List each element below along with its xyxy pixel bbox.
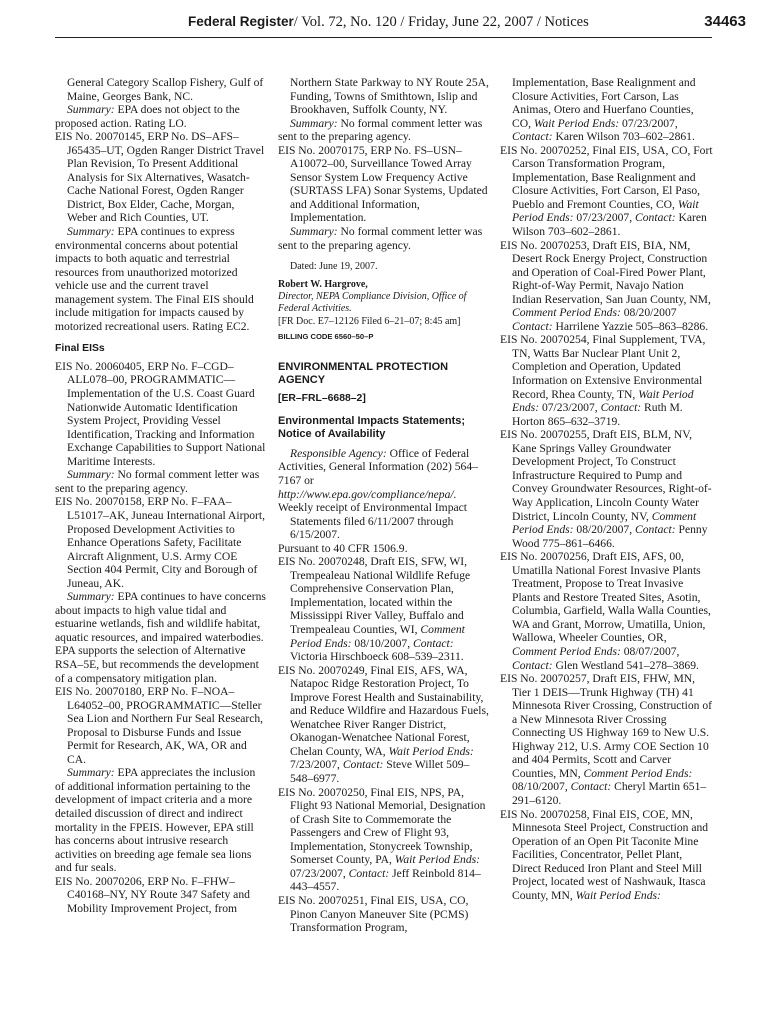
eis-entry: EIS No. 20070255, Draft EIS, BLM, NV, Kane Springs Valley Groundwater Development Project, To Construct Infrastructure Required to Pump and Convey Groundwater Resources, Right-of-Way Application, Lincoln County Water District, Lincoln County, NV, Comment Period Ends: 08/20/2007, Contact: Penny Wood 775–861–6466. (500, 428, 712, 550)
eis-entry: EIS No. 20070258, Final EIS, COE, MN, Minnesota Steel Project, Construction and Operation of an Open Pit Taconite Mine Facilities, Concentrator, Pellet Plant, Direct Reduced Iron Plant and Steel Mill Project, located west of Nashwauk, Itasca County, MN, Wait Period Ends: (500, 807, 709, 902)
eis-entry: EIS No. 20070254, Final Supplement, TVA, TN, Watts Bar Nuclear Plant Unit 2, Completion and Operation, Updated Information on Extensive Environmental Record, Rhea County, TN, Wait Period Ends: 07/23/2007, Contact: Ruth M. Horton 865–632–3719. (500, 333, 706, 428)
column-1 (55, 76, 267, 915)
summary-paragraph: Summary: EPA continues to have concerns about impacts to high value tidal and estuarine wetlands, fish and wildlife habitat, aquatic resources, and impaired waterbodies. EPA supports the selection of Alternative RSA–5E, but recommends the development of a compensatory mitigation plan. (55, 590, 266, 685)
summary-paragraph: Summary: EPA appreciates the inclusion of additional information pertaining to the development of impact criteria and a more detailed discussion of direct and indirect mortality in the FPEIS. However, EPA still has concerns about intrusive research activities on breeding age female sea lions and fur seals. (55, 766, 256, 875)
eis-entry: EIS No. 20070251, Final EIS, USA, CO, Pinon Canyon Maneuver Site (PCMS) Transformation Program, (278, 893, 469, 935)
page-header (0, 12, 768, 34)
summary-paragraph: Summary: No formal comment letter was sent to the preparing agency. (55, 468, 260, 495)
responsible-agency: Responsible Agency: Office of Federal Activities, General Information (202) 564–7167 or http://www.epa.gov/compliance/nepa/. (278, 446, 478, 501)
pursuant-line: Pursuant to 40 CFR 1506.9. (278, 541, 408, 555)
entry-scallop-cont: General Category Scallop Fishery, Gulf of Maine, Georges Bank, NC. (67, 76, 264, 103)
agency-heading: ENVIRONMENTAL PROTECTION AGENCY (278, 361, 449, 387)
signer-title: Director, NEPA Compliance Division, Office of Federal Activities. (278, 291, 467, 315)
header-running-title (188, 14, 589, 31)
publication-name: Federal Register (188, 14, 294, 29)
eis-entry: EIS No. 20070175, ERP No. FS–USN–A10072–00, Surveillance Towed Array Sensor System Low Frequency Active (SURTASS LFA) Sonar Systems, Updated and Additional Information, Implementation. (278, 143, 488, 225)
fr-doc-line: [FR Doc. E7–12126 Filed 6–21–07; 8:45 am] (278, 315, 461, 327)
frl-number: [ER–FRL–6688–2] (278, 393, 366, 405)
eis-entry: EIS No. 20070158, ERP No. F–FAA–L51017–AK, Juneau International Airport, Proposed Development Activities to Enhance Operations Safety, Facilitate Aircraft Alignment, U.S. Army COE Section 404 Permit, City and Borough of Juneau, AK. (55, 495, 266, 590)
column-3 (500, 76, 714, 902)
header-rule (55, 37, 712, 38)
billing-code: BILLING CODE 6560–50–P (278, 331, 374, 341)
summary-paragraph: Summary: No formal comment letter was sent to the preparing agency. (278, 116, 483, 144)
summary-paragraph: Summary: EPA does not object to the proposed action. Rating LO. (55, 103, 240, 130)
column-2 (278, 76, 492, 935)
eis-entry: EIS No. 20070248, Draft EIS, SFW, WI, Trempealeau National Wildlife Refuge Comprehensive Conservation Plan, Implementation, located within the Mississippi River Valley, Buffalo and Trempealeau Counties, WI, Comment Period Ends: 08/10/2007, Contact: Victoria Hirschboeck 608–539–2311. (278, 555, 471, 664)
eis-entry: EIS No. 20070206, ERP No. F–FHW–C40168–NY, NY Route 347 Safety and Mobility Improvement Project, from (55, 874, 250, 915)
weekly-receipt: Weekly receipt of Environmental Impact Statements filed 6/11/2007 through 6/15/2007. (278, 501, 467, 542)
summary-paragraph: Summary: EPA continues to express environmental concerns about potential impacts to both aquatic and terrestrial resources from unauthorized motorized vehicle use and the current travel management system. The Final EIS should include mitigation for impacts caused by motorized recreational users. Rating EC2. (55, 225, 254, 333)
eis-entry: EIS No. 20070180, ERP No. F–NOA–L64052–00, PROGRAMMATIC—Steller Sea Lion and Northern Fur Seal Research, Proposal to Disburse Funds and Issue Permit for Research, AK, WA, OR and CA. (55, 685, 264, 766)
eis-entry: EIS No. 20070145, ERP No. DS–AFS–J65435–UT, Ogden Ranger District Travel Plan Revision, To Present Additional Analysis for Six Alternatives, Wasatch-Cache National Forest, Ogden Ranger District, Box Elder, Cache, Morgan, Weber and Rich Counties, UT. (55, 130, 265, 225)
entry-continuation: Implementation, Base Realignment and Closure Activities, Fort Carson, Las Animas, Otero and Huerfano Counties, CO, Wait Period Ends: 07/23/2007, Contact: Karen Wilson 703–602–2861. (512, 76, 696, 144)
dated-line: Dated: June 19, 2007. (290, 261, 378, 273)
page-number: 34463 (704, 13, 746, 30)
eis-entry: EIS No. 20070252, Final EIS, USA, CO, Fort Carson Transformation Program, Implementation, Base Realignment and Closure Activities, Fort Carson, El Paso, Pueblo and Fremont Counties, CO, Wait Period Ends: 07/23/2007, Contact: Karen Wilson 703–602–2861. (500, 143, 713, 239)
eis-entry: EIS No. 20070249, Final EIS, AFS, WA, Natapoc Ridge Restoration Project, To Improve Forest Health and Sustainability, and Reduce Wildfire and Hazardous Fuels, Wenatchee River Ranger District, Okanogan-Wenatchee National Forest, Chelan County, WA, Wait Period Ends: 7/23/2007, Contact: Steve Willet 509–548–6977. (278, 663, 489, 786)
entry-continuation: Northern State Parkway to NY Route 25A, Funding, Towns of Smithtown, Islip and Brookhaven, Suffolk County, NY. (290, 76, 489, 117)
eis-entry: EIS No. 20070250, Final EIS, NPS, PA, Flight 93 National Memorial, Designation of Crash Site to Commemorate the Passengers and Crew of Flight 93, Implementation, Stonycreek Township, Somerset County, PA, Wait Period Ends: 07/23/2007, Contact: Jeff Reinbold 814–443–4557. (278, 785, 486, 894)
epa-link[interactable]: http://www.epa.gov/compliance/nepa/. (278, 487, 457, 501)
eis-entry: EIS No. 20070253, Draft EIS, BIA, NM, Desert Rock Energy Project, Construction and Operation of Coal-Fired Power Plant, Right-of-Way Permit, Navajo Nation Indian Reservation, San Juan County, NM, Comment Period Ends: 08/20/2007 Contact: Harrilene Yazzie 505–863–8286. (500, 238, 711, 333)
eis-entry: EIS No. 20070257, Draft EIS, FHW, MN, Tier 1 DEIS—Trunk Highway (TH) 41 Minnesota River Crossing, Construction of a New Minnesota River Crossing Connecting US Highway 169 to New U.S. Highway 212, U.S. Army COE Section 10 and 404 Permits, Scott and Carver Counties, MN, Comment Period Ends: 08/10/2007, Contact: Cheryl Martin 651–291–6120. (500, 672, 712, 807)
signer-name: Robert W. Hargrove, (278, 278, 368, 290)
summary-paragraph: Summary: No formal comment letter was sent to the preparing agency. (278, 225, 483, 252)
issue-info: / Vol. 72, No. 120 / Friday, June 22, 2007 / Notices (293, 14, 589, 30)
eis-entry: EIS No. 20070256, Draft EIS, AFS, 00, Umatilla National Forest Invasive Plants Treatment, Propose to Treat Invasive Plants and Restore Treated Sites, Asotin, Columbia, Garfield, Walla Walla Counties, WA and Grant, Morrow, Umatilla, Union, Wallowa, Wheeler Counties, OR, Comment Period Ends: 08/07/2007, Contact: Glen Westland 541–278–3869. (500, 550, 711, 672)
eis-entry: EIS No. 20060405, ERP No. F–CGD–ALL078–00, PROGRAMMATIC—Implementation of the U.S. Coast Guard Nationwide Automatic Identification System Project, Providing Vessel Identification, Tracking and Information Exchange Capabilities to Support National Maritime Interests. (55, 359, 266, 468)
section-heading-final-eiss: Final EISs (55, 343, 105, 355)
notice-title: Environmental Impacts Statements; Notice of Availability (278, 414, 466, 440)
